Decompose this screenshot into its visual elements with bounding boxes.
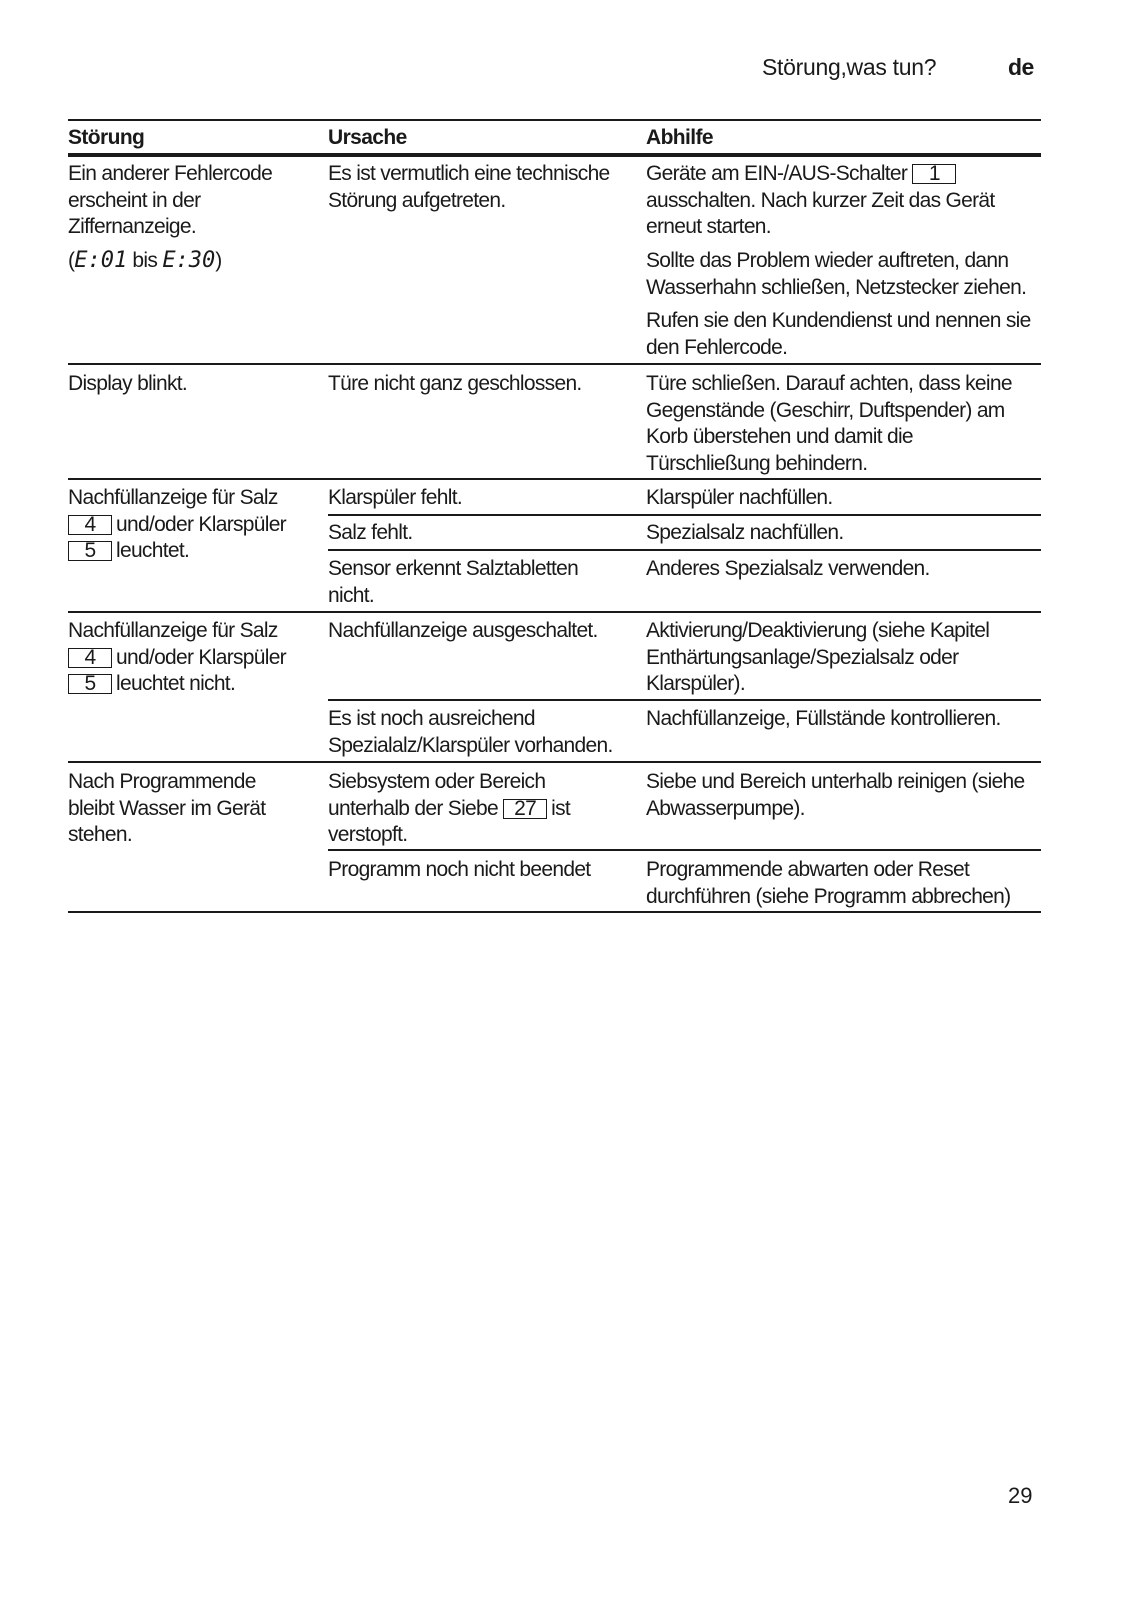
subrow-divider xyxy=(328,699,1041,701)
part-number-box: 1 xyxy=(912,164,956,184)
cell-abhilfe: Klarspüler nachfüllen. xyxy=(646,486,833,509)
paren: ) xyxy=(215,249,222,272)
language-tag: de xyxy=(1008,54,1034,80)
text-line: Nachfüllanzeige für Salz xyxy=(68,619,278,642)
cell-abhilfe xyxy=(646,371,1012,477)
text-line xyxy=(328,796,570,823)
cell-abhilfe xyxy=(646,161,995,241)
column-header-stoerung: Störung xyxy=(68,126,145,149)
text-line: Ziffernanzeige. xyxy=(68,215,197,238)
text-line: Störung aufgetreten. xyxy=(328,188,506,212)
text-line: Korb überstehen und damit die xyxy=(646,425,913,448)
segment-code: E:30 xyxy=(162,248,216,273)
cell-ursache xyxy=(328,706,613,759)
text-line: Abwasserpumpe). xyxy=(646,796,805,820)
part-number-box: 4 xyxy=(68,648,112,668)
cell-abhilfe: Spezialsalz nachfüllen. xyxy=(646,521,844,544)
cell-stoerung xyxy=(68,769,265,849)
text-line: Spezialalz/Klarspüler vorhanden. xyxy=(328,733,613,757)
text-line: Rufen sie den Kundendienst und nennen sie xyxy=(646,309,1031,332)
cell-ursache: Salz fehlt. xyxy=(328,521,413,544)
table-bottom-rule xyxy=(68,911,1041,913)
text-line: Es ist vermutlich eine technische xyxy=(328,162,610,185)
text-line: erneut starten. xyxy=(646,215,771,238)
text-line: verstopft. xyxy=(328,823,408,846)
row-divider xyxy=(68,761,1041,763)
text-line: Siebsystem oder Bereich xyxy=(328,770,546,793)
text-line: ausschalten. Nach kurzer Zeit das Gerät xyxy=(646,188,995,212)
cell-abhilfe xyxy=(646,857,1010,910)
cell-abhilfe-p2 xyxy=(646,248,1026,301)
column-header-abhilfe: Abhilfe xyxy=(646,126,713,149)
part-number-box: 27 xyxy=(503,799,547,819)
text: ist xyxy=(551,796,571,820)
cell-abhilfe: Anderes Spezialsalz verwenden. xyxy=(646,557,930,580)
text-line: stehen. xyxy=(68,823,132,846)
text: und/oder Klarspüler xyxy=(116,512,286,536)
cell-abhilfe: Nachfüllanzeige, Füllstände kontrollieren. xyxy=(646,707,1001,730)
text-line: Programmende abwarten oder Reset xyxy=(646,858,970,881)
text-line: Wasserhahn schließen, Netzstecker ziehen. xyxy=(646,275,1027,299)
cell-ursache xyxy=(328,556,578,609)
text-line: Türschließung behindern. xyxy=(646,451,868,475)
text-line: Sollte das Problem wieder auftreten, dann xyxy=(646,249,1009,272)
cell-ursache: Nachfüllanzeige ausgeschaltet. xyxy=(328,619,598,642)
cell-abhilfe xyxy=(646,618,989,698)
text-line: Aktivierung/Deaktivierung (siehe Kapitel xyxy=(646,619,990,642)
text: und/oder Klarspüler xyxy=(116,645,286,669)
text: leuchtet nicht. xyxy=(116,672,236,695)
column-header-ursache: Ursache xyxy=(328,126,407,149)
subrow-divider xyxy=(328,849,1041,851)
error-code-range xyxy=(68,248,222,275)
paren: ( xyxy=(68,249,75,272)
text-line: durchführen (siehe Programm abbrechen) xyxy=(646,884,1011,908)
part-number-box: 4 xyxy=(68,515,112,535)
text-line: nicht. xyxy=(328,583,374,607)
subrow-divider xyxy=(328,549,1041,551)
header-rule xyxy=(68,153,1041,157)
table-top-rule xyxy=(68,119,1041,121)
row-divider xyxy=(68,611,1041,613)
text-line: Nachfüllanzeige für Salz xyxy=(68,486,278,509)
cell-abhilfe-p3 xyxy=(646,308,1031,361)
text-line xyxy=(68,512,286,539)
row-divider xyxy=(68,478,1041,480)
section-title: Störung,was tun? xyxy=(762,54,937,80)
cell-ursache: Türe nicht ganz geschlossen. xyxy=(328,372,582,395)
text-line xyxy=(68,645,286,672)
text-line: Enthärtungsanlage/Spezialsalz oder xyxy=(646,645,959,669)
text-line: bleibt Wasser im Gerät xyxy=(68,796,266,820)
subrow-divider xyxy=(328,514,1041,516)
text-line: Es ist noch ausreichend xyxy=(328,707,535,730)
text: unterhalb der Siebe xyxy=(328,796,498,820)
row-divider xyxy=(68,363,1041,365)
cell-ursache xyxy=(328,769,570,849)
text-line: Siebe und Bereich unterhalb reinigen (siehe xyxy=(646,770,1025,793)
text-line xyxy=(646,161,995,188)
cell-abhilfe xyxy=(646,769,1025,822)
text-line xyxy=(68,671,286,698)
part-number-box: 5 xyxy=(68,674,112,694)
text-line: Türe schließen. Darauf achten, dass keine xyxy=(646,372,1012,395)
text-line: Nach Programmende xyxy=(68,770,256,793)
cell-ursache xyxy=(328,161,610,214)
text: leuchtet. xyxy=(116,539,190,562)
cell-stoerung xyxy=(68,161,272,241)
cell-stoerung: Display blinkt. xyxy=(68,372,188,395)
text-line xyxy=(68,538,286,565)
text: Geräte am EIN-/AUS-Schalter xyxy=(646,162,908,185)
text-line: Klarspüler). xyxy=(646,672,745,695)
text-line: Ein anderer Fehlercode xyxy=(68,162,273,185)
cell-stoerung xyxy=(68,485,286,565)
cell-ursache: Programm noch nicht beendet xyxy=(328,858,591,881)
text-line: Sensor erkennt Salztabletten xyxy=(328,557,579,580)
text-line: erscheint in der xyxy=(68,188,201,212)
text: bis xyxy=(132,249,158,272)
page-number: 29 xyxy=(1008,1483,1033,1508)
segment-code: E:01 xyxy=(74,248,128,273)
part-number-box: 5 xyxy=(68,541,112,561)
text-line: den Fehlercode. xyxy=(646,335,788,359)
text-line: Gegenstände (Geschirr, Duftspender) am xyxy=(646,398,1005,422)
cell-stoerung xyxy=(68,618,286,698)
cell-ursache: Klarspüler fehlt. xyxy=(328,486,463,509)
